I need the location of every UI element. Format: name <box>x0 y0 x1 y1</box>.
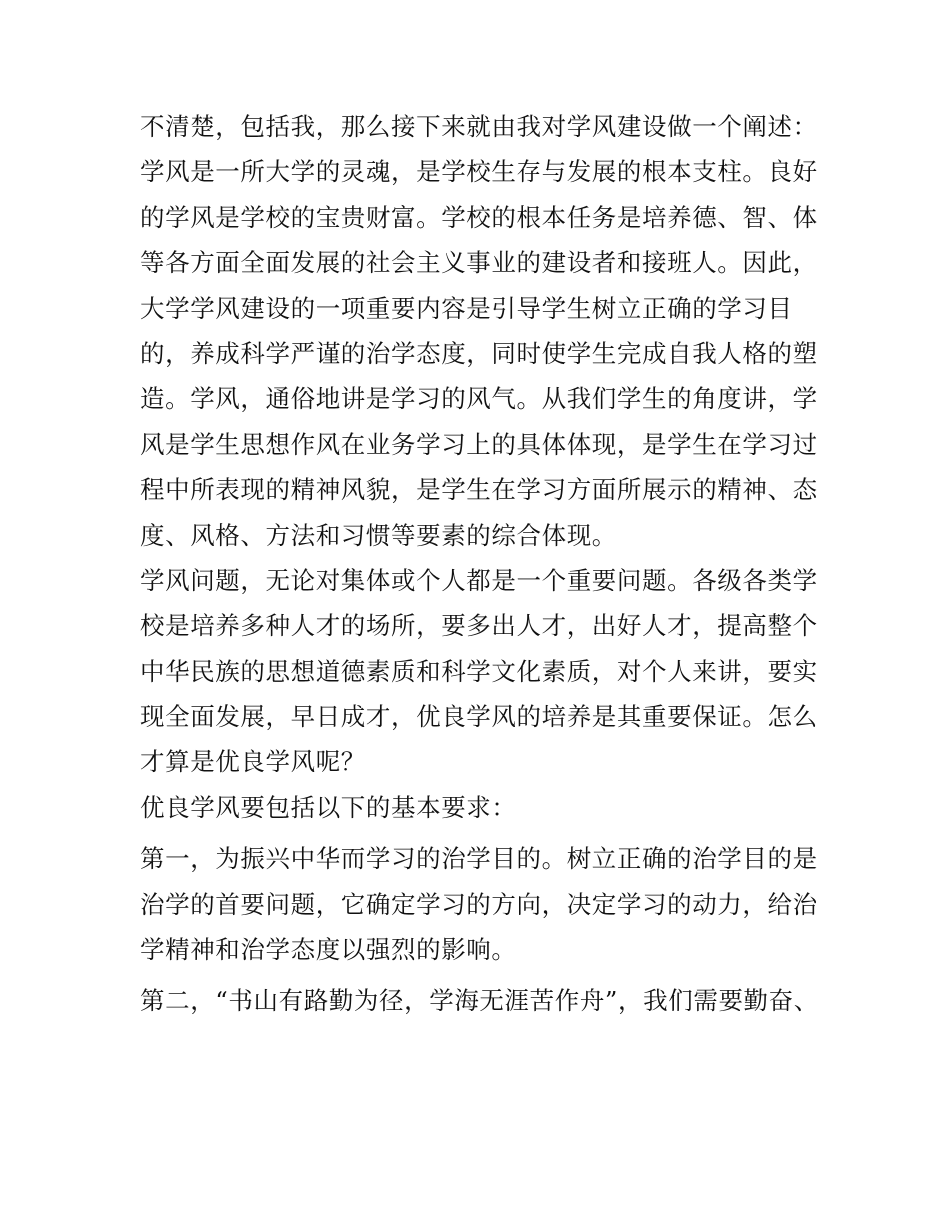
text-line: 治学的首要问题，它确定学习的方向，决定学习的动力，给治 <box>140 889 818 919</box>
text-line: 现全面发展，早日成才，优良学风的培养是其重要保证。怎么 <box>140 702 818 732</box>
text-line: 程中所表现的精神风貌，是学生在学习方面所展示的精神、态 <box>140 475 818 505</box>
text-line: 大学学风建设的一项重要内容是引导学生树立正确的学习目 <box>140 293 793 323</box>
text-line: 第一，为振兴中华而学习的治学目的。树立正确的治学目的是 <box>140 844 818 874</box>
text-line: 风是学生思想作风在业务学习上的具体体现，是学生在学习过 <box>140 429 818 459</box>
text-line: 第二，“书山有路勤为径，学海无涯苦作舟”，我们需要勤奋、 <box>140 986 819 1016</box>
text-line: 不清楚，包括我，那么接下来就由我对学风建设做一个阐述： <box>140 112 818 141</box>
document-body <box>140 104 820 1024</box>
text-line: 学风问题，无论对集体或个人都是一个重要问题。各级各类学 <box>140 565 818 595</box>
text-line: 等各方面全面发展的社会主义事业的建设者和接班人。因此， <box>140 248 818 278</box>
text-line: 校是培养多种人才的场所，要多出人才，出好人才，提高整个 <box>140 611 818 641</box>
text-line: 度、风格、方法和习惯等要素的综合体现。 <box>140 520 617 550</box>
text-line: 学风是一所大学的灵魂，是学校生存与发展的根本支柱。良好 <box>140 157 818 187</box>
text-line: 造。学风，通俗地讲是学习的风气。从我们学生的角度讲，学 <box>140 384 818 414</box>
text-line: 的，养成科学严谨的治学态度，同时使学生完成自我人格的塑 <box>140 338 818 368</box>
text-line: 中华民族的思想道德素质和科学文化素质，对个人来讲，要实 <box>140 656 818 686</box>
text-line: 优良学风要包括以下的基本要求： <box>140 792 517 822</box>
text-line: 才算是优良学风呢？ <box>140 747 366 777</box>
text-line: 学精神和治学态度以强烈的影响。 <box>140 935 517 965</box>
text-line: 的学风是学校的宝贵财富。学校的根本任务是培养德、智、体 <box>140 202 818 232</box>
